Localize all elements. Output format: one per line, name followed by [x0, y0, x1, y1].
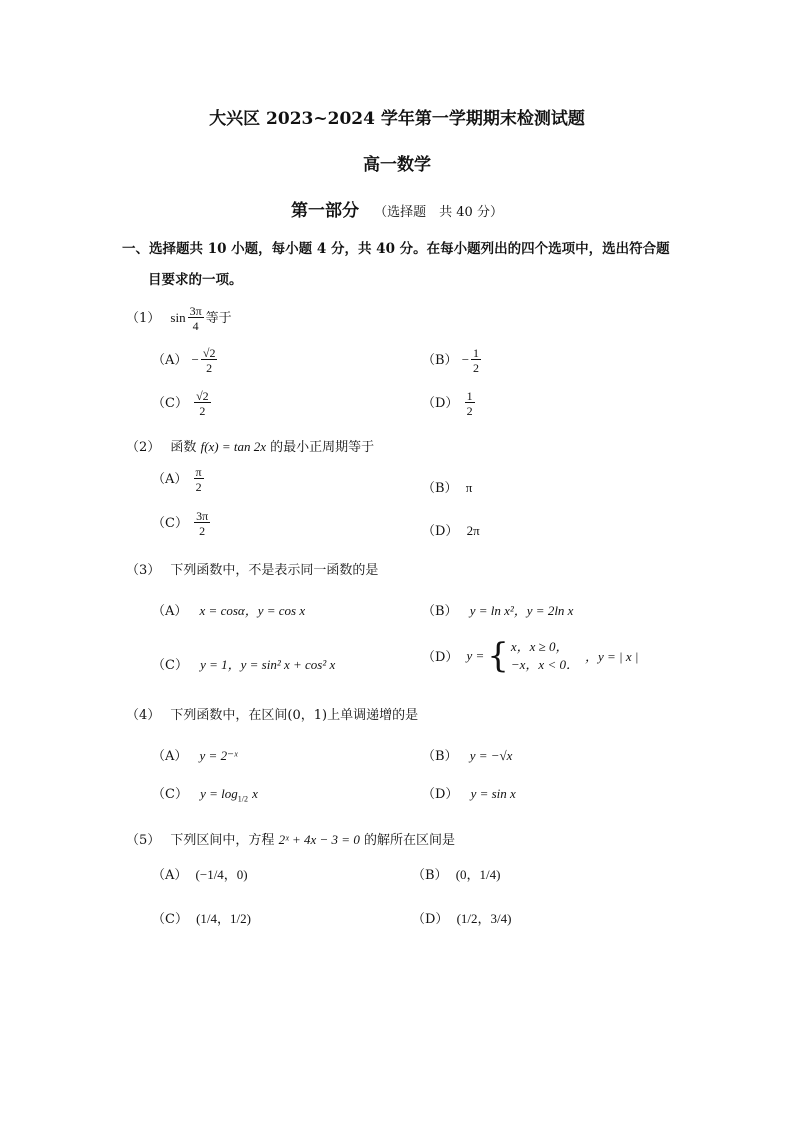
question-2 — [126, 436, 374, 455]
option-label: （C） — [152, 658, 188, 673]
option-value: y = ln x²，y = 2ln x — [469, 603, 574, 618]
log-base: 1/2 — [237, 794, 248, 804]
frac-denominator: 4 — [192, 319, 199, 333]
option-label: （D） — [422, 396, 459, 411]
part-note: （选择题 共 40 分） — [374, 205, 503, 220]
question-number: （4） — [126, 708, 161, 723]
option-label: （C） — [152, 396, 188, 411]
question-3 — [126, 559, 378, 578]
section-instruction-line1: 一、选择题共 10 小题，每小题 4 分，共 40 分。在每小题列出的四个选项中，选出符合题 — [122, 241, 670, 257]
option-fraction — [471, 347, 481, 374]
frac-numerator: π — [195, 465, 202, 479]
q5-option-b[interactable] — [412, 864, 500, 883]
option-label: （C） — [152, 912, 188, 927]
piecewise-case-2: −x，x < 0． — [510, 656, 579, 672]
q5-text-pre: 下列区间中，方程 — [170, 833, 275, 848]
log-arg: x — [252, 786, 258, 801]
option-value: (0，1/4) — [455, 867, 501, 882]
q1-option-a[interactable] — [152, 347, 219, 374]
q4-option-a[interactable] — [152, 745, 238, 764]
exam-title: 大兴区 2023~2024 学年第一学期期末检测试题 — [209, 109, 585, 129]
option-value: y = 2⁻ˣ — [199, 748, 238, 763]
question-5 — [126, 829, 455, 848]
q1-fraction — [188, 305, 204, 332]
frac-denominator: 2 — [199, 404, 206, 418]
subject-title: 高一数学 — [363, 155, 431, 175]
q1-option-d[interactable] — [422, 390, 477, 417]
frac-numerator: 3π — [196, 509, 209, 523]
frac-denominator: 2 — [466, 404, 473, 418]
option-value: x = cosα，y = cos x — [199, 603, 306, 618]
section-instruction-line2: 目要求的一项。 — [148, 272, 243, 288]
question-1 — [126, 305, 232, 332]
q3-text: 下列函数中，不是表示同一函数的是 — [170, 563, 379, 578]
q2-option-b[interactable] — [422, 477, 472, 496]
q2-text-pre: 函数 — [170, 440, 197, 455]
option-label: （D） — [422, 787, 459, 802]
option-fraction — [465, 390, 475, 417]
part-heading — [0, 196, 794, 221]
q2-expression: f(x) = tan 2x — [200, 439, 267, 454]
option-label: （C） — [152, 787, 188, 802]
option-value: (1/4，1/2) — [196, 911, 251, 926]
q1-option-c[interactable] — [152, 390, 213, 417]
option-sign: − — [191, 352, 199, 367]
option-value: π — [465, 480, 473, 495]
q5-option-c[interactable] — [152, 908, 251, 927]
q4-option-b[interactable] — [422, 745, 512, 764]
q3-option-a[interactable] — [152, 600, 305, 619]
frac-denominator: 2 — [199, 524, 206, 538]
q4-option-d[interactable] — [422, 783, 516, 802]
option-label: （D） — [422, 524, 459, 539]
frac-numerator: √2 — [196, 389, 209, 403]
q2-option-d[interactable] — [422, 520, 480, 539]
q5-text-post: 的解所在区间是 — [363, 833, 455, 848]
question-number: （5） — [126, 833, 161, 848]
q5-option-d[interactable] — [412, 908, 511, 927]
option-fraction — [194, 466, 204, 493]
option-label: （C） — [152, 516, 188, 531]
option-label: （B） — [422, 353, 458, 368]
option-label: （B） — [412, 868, 448, 883]
option-label: （B） — [422, 604, 458, 619]
q2-text-post: 的最小正周期等于 — [270, 440, 375, 455]
option-fraction — [194, 510, 210, 537]
q4-option-c[interactable] — [152, 783, 258, 804]
q5-option-a[interactable] — [152, 864, 248, 883]
q2-option-a[interactable] — [152, 466, 206, 493]
option-label: （D） — [412, 912, 449, 927]
frac-numerator: √2 — [202, 346, 216, 360]
piecewise-lhs: y = — [466, 647, 485, 663]
q3-option-c[interactable] — [152, 654, 335, 673]
q1-sin: sin — [170, 310, 186, 325]
option-label: （A） — [152, 353, 188, 368]
option-fraction — [201, 347, 218, 374]
option-label: （A） — [152, 868, 188, 883]
option-value: (−1/4，0) — [195, 867, 248, 882]
option-value: y = sin x — [470, 786, 516, 801]
option-label: （A） — [152, 472, 188, 487]
frac-denominator: 2 — [206, 361, 213, 375]
question-number: （3） — [126, 563, 161, 578]
frac-denominator: 2 — [195, 480, 202, 494]
q5-expression: 2ˣ + 4x − 3 = 0 — [278, 832, 360, 847]
question-number: （2） — [126, 440, 161, 455]
option-label: （B） — [422, 481, 458, 496]
option-label: （B） — [422, 749, 458, 764]
question-4 — [126, 704, 418, 723]
option-label: （A） — [152, 604, 188, 619]
frac-denominator: 2 — [473, 361, 480, 375]
question-number: （1） — [126, 311, 161, 326]
piecewise-case-1: x，x ≥ 0， — [510, 639, 569, 654]
option-value: 2π — [466, 523, 480, 538]
option-fraction — [194, 390, 211, 417]
option-label: （A） — [152, 749, 188, 764]
piecewise-rhs: ，y = | x | — [584, 649, 639, 665]
piecewise-brace: { — [487, 635, 509, 676]
option-label: （D） — [422, 650, 459, 666]
option-value: y = 1，y = sin² x + cos² x — [200, 657, 336, 672]
frac-numerator: 1 — [466, 389, 473, 403]
frac-numerator: 3π — [189, 304, 202, 318]
option-log: y = log — [200, 786, 238, 801]
option-sign: − — [461, 352, 470, 367]
q3-option-b[interactable] — [422, 600, 573, 619]
option-value: y = −√x — [469, 748, 513, 763]
q3-option-d[interactable] — [422, 635, 639, 676]
frac-numerator: 1 — [473, 346, 480, 360]
q2-option-c[interactable] — [152, 510, 212, 537]
q1-tail: 等于 — [205, 311, 232, 326]
piecewise-cases — [511, 638, 579, 673]
q1-option-b[interactable] — [422, 347, 483, 374]
option-value: (1/2，3/4) — [456, 911, 512, 926]
part-label: 第一部分 — [291, 201, 360, 221]
q4-text: 下列函数中，在区间(0，1)上单调递增的是 — [170, 708, 419, 723]
